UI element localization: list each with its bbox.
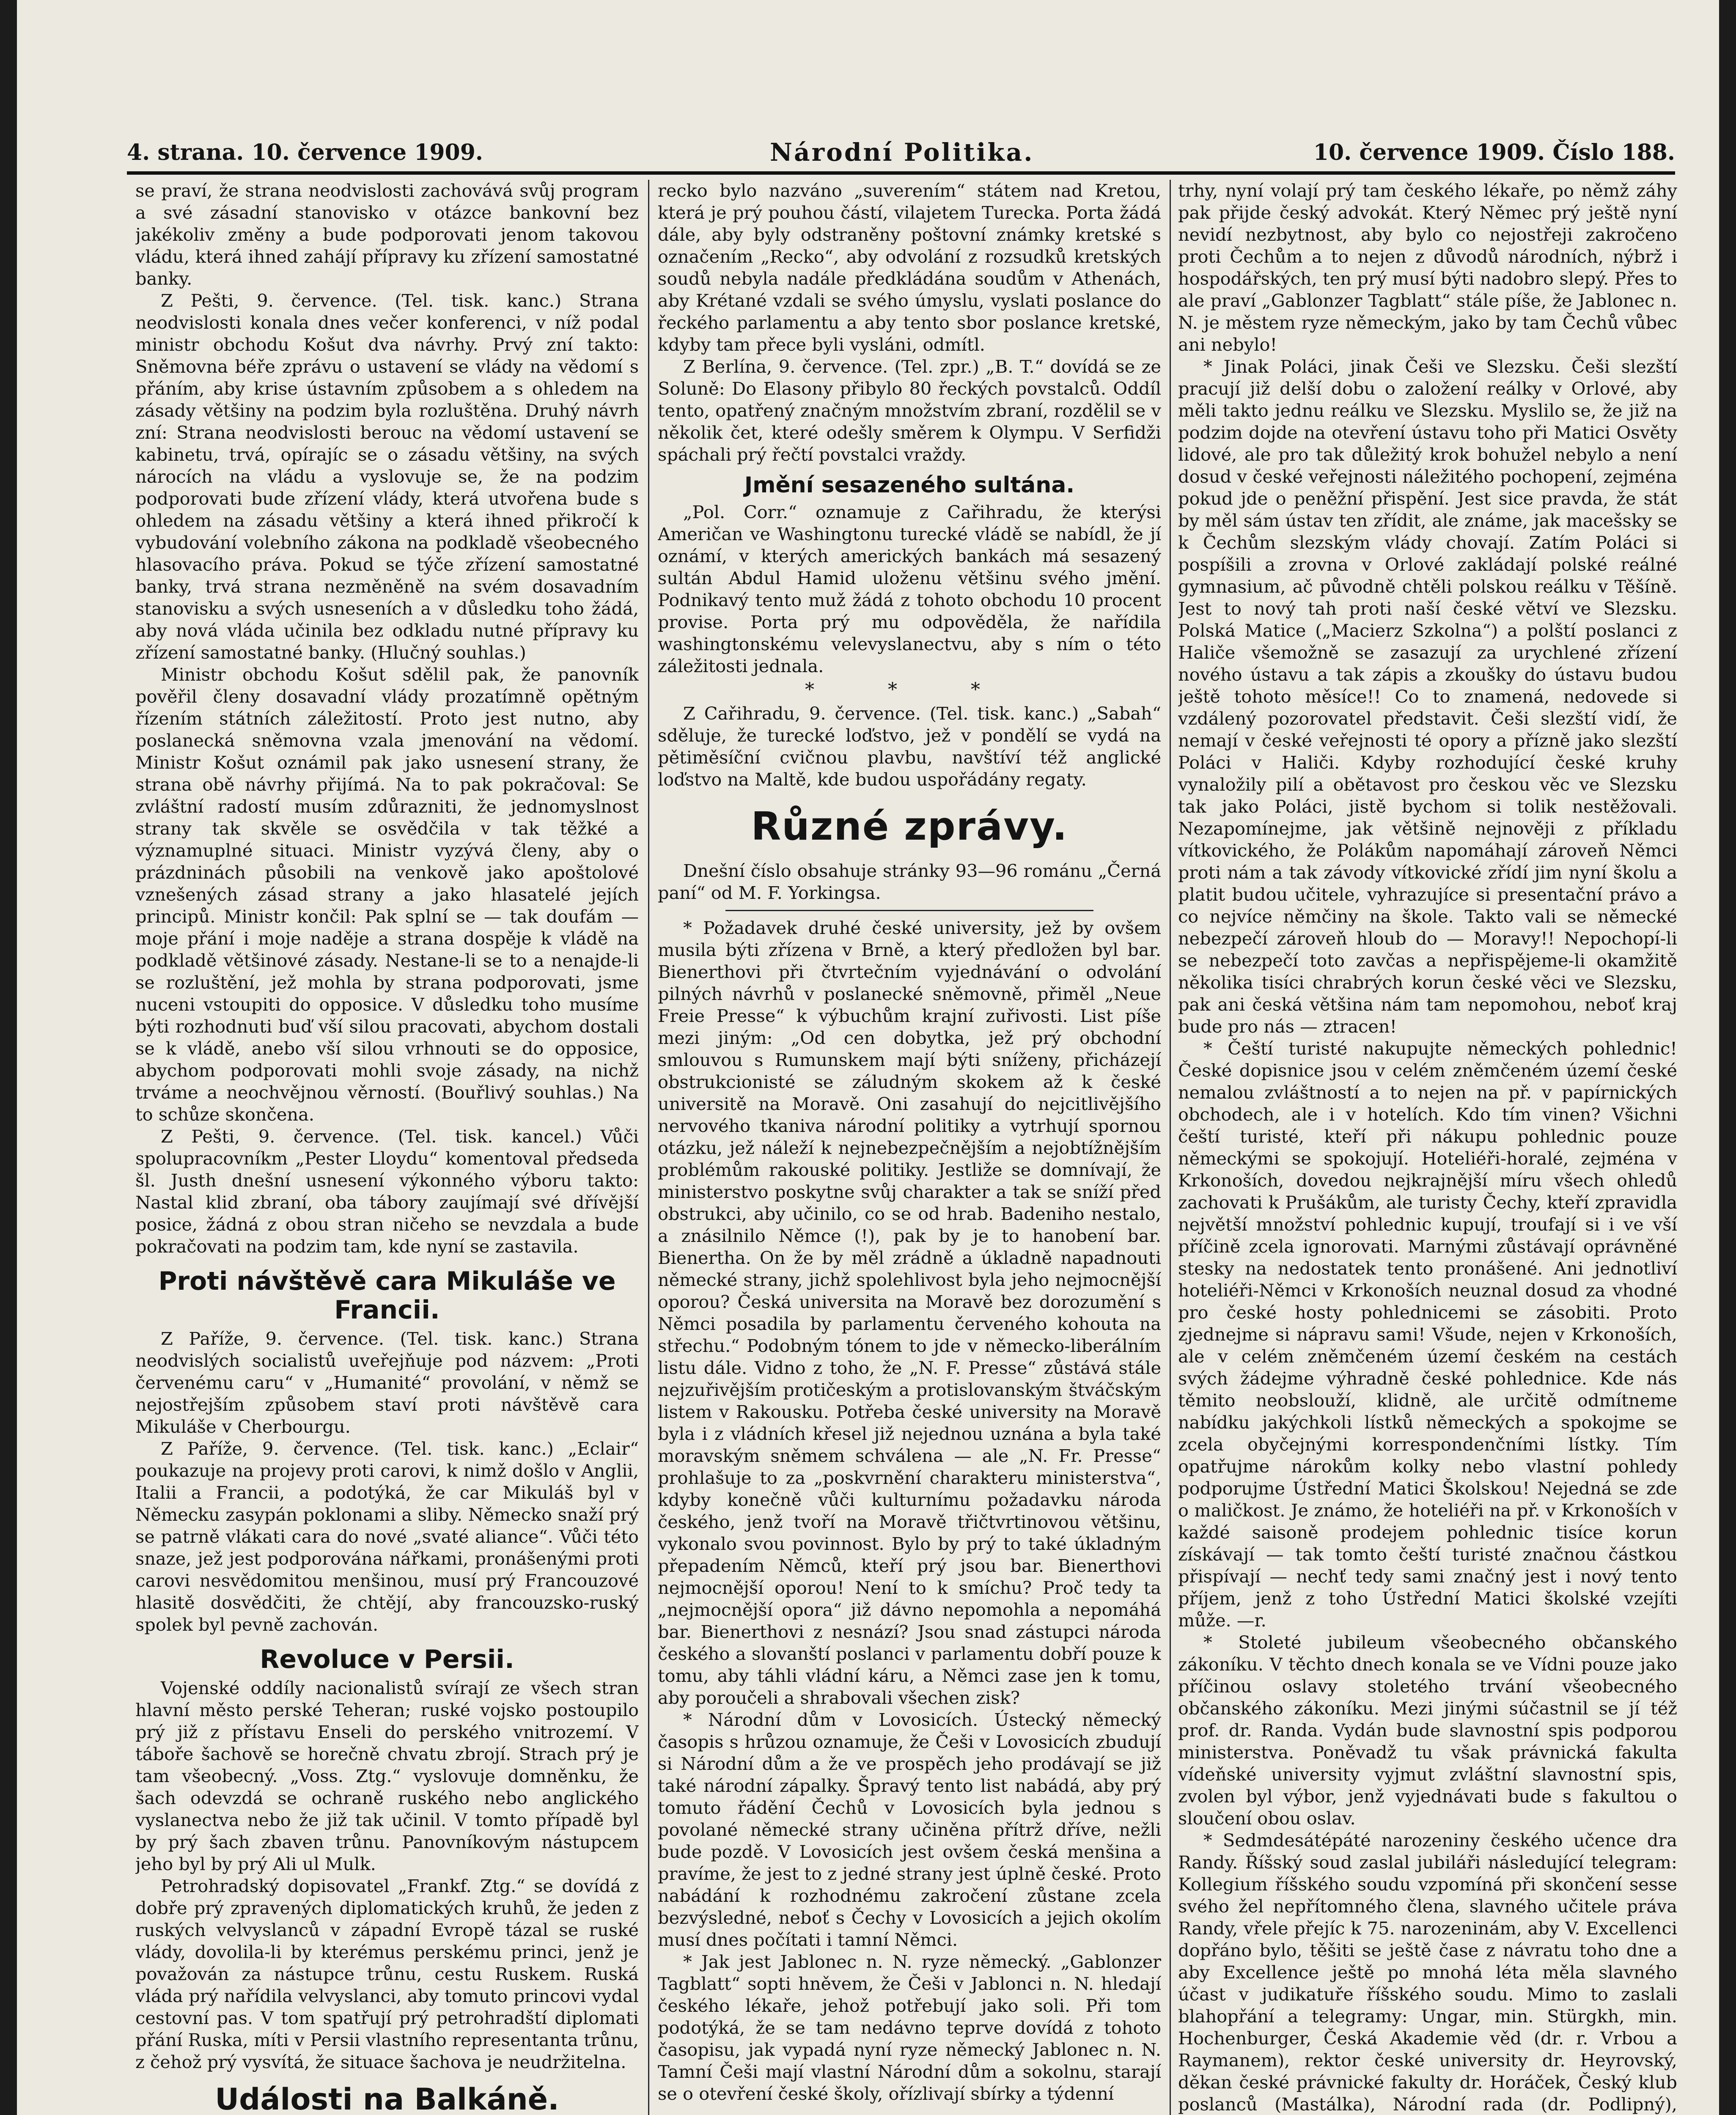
article-paragraph: * Jak jest Jablonec n. N. ryze německý. „Gablonzer Tagblatt“ sopti hněvem, že Češi v Jablonci n. N. hledají českého lékaře, jehož potřebují jako soli. Při tom podotýká, že se tam nedávno teprve dovídá z tohoto časopisu, jak vypadá nyní ryze německý Jablonec n. N. Tamní Češi mají vlastní Národní dům a sokolnu, starají se o otevření české školy, ořízlivají sbírky a týdenní xyxy=(658,1951,1161,2104)
article-paragraph: Z Pešti, 9. července. (Tel. tisk. kancel.) Vůči spolupracovníkm „Pester Lloydu“ komentoval předseda šl. Justh dnešní usnesení výkonného výboru takto: Nastal klid zbraní, oba tábory zaujímají své dřívější posice, žádná z obou stran ničeho se nevzdala a bude pokračovati na podzim tam, kde nyní se zastavila. xyxy=(135,1126,639,1257)
headline-persia: Revoluce v Persii. xyxy=(260,1645,514,1674)
article-paragraph: Petrohradský dopisovatel „Frankf. Ztg.“ se dovídá z dobře prý zpravených diplomatických kruhů, že jeden z ruských velvyslanců v západní Evropě tázal se ruské vlády, dovolila-li by kterémus perskému princi, jenž je považován za nástupce trůnu, cestu Ruskem. Ruská vláda prý nařídila velvyslanci, aby tomuto princovi vydal cestovní pas. V tom spatřují prý petrohradští diplomati přání Ruska, míti v Persii vlastního representanta trůnu, z čehož prý vysvítá, že situace šachova je neudržitelna. xyxy=(135,1876,639,2072)
header-date-issue: 10. července 1909. Číslo 188. xyxy=(1313,140,1675,165)
scan-edge-right xyxy=(1719,0,1736,2115)
column-divider xyxy=(1170,180,1171,2115)
article-paragraph: Vojenské oddíly nacionalistů svírají ze všech stran hlavní město perské Teheran; ruské vojsko postoupilo prý již z přístavu Enseli do perského vnitrozemí. V táboře šachově se horečně chvatu zbrojí. Strach prý je tam všeobecný. „Voss. Ztg.“ vyslovuje domněnku, že šach odevzdá se ochraně ruského nebo anglického vyslanectva nebo že již tak učinil. V tomto případě byl by prý šach zbaven trůnu. Panovníkovým nástupcem jeho byl by prý Ali ul Mulk. xyxy=(135,1678,639,1874)
headline-tsar-visit: Proti návštěvě cara Mikuláše ve Francii. xyxy=(158,1266,616,1325)
article-paragraph: Z Paříže, 9. července. (Tel. tisk. kanc.) „Eclair“ poukazuje na projevy proti carovi, k nimž došlo v Anglii, Italii a Francii, a podotýká, že car Mikuláš byl v Německu zasypán poklonami a sliby. Německo snaží prý se patrně vlákati cara do nové „svaté aliance“. Vůči této snaze, jež jest podporována nářkami, pronášenými proti carovi nesvědomitou menšinou, musí prý Francouzové hlasitě dosvědčiti, že chtějí, aby francouzsko-ruský spolek byl pevně zachován. xyxy=(135,1438,639,1635)
article-paragraph: se praví, že strana neodvislosti zachovává svůj program a své zásadní stanovisko v otázce bankovní bez jakékoliv změny a bude podporovati jenom takovou vládu, která ihned zahájí přípravy ku zřízení samostatné banky. xyxy=(135,180,639,289)
article-paragraph: * Jinak Poláci, jinak Češi ve Slezsku. Češi slezští pracují již delší dobu o založení reálky v Orlové, aby měli takto jednu reálku ve Slezsku. Myslilo se, že již na podzim dojde na otevření ústavu toho při Matici Osvěty lidové, ale pro tak důležitý krok bohužel nebylo a není dosud v české veřejnosti náležitého pochopení, zejména pokud jde o peněžní přispění. Jest sice pravda, že stát by měl sám ústav ten zřídit, ale známe, jak macešsky se k Čechům slezským vlády chovají. Zatím Poláci si pospíšili a zrovna v Orlové zakládají polské reálné gymnasium, ač původně chtěli polskou reálku v Těšíně. Jest to nový tah proti naší české větví ve Slezsku. Polská Matice („Macierz Szkolna“) a polští poslanci z Haliče všemožně se zasazují za urychlené zřízení nového ústavu a tak zápis a zkoušky do ústavu budou ještě tohoto měsíce!! Co to znamená, nedovede si vzdálený pozorovatel představit. Češi slezští vidí, že nemají v české veřejnosti té opory a přízně jako slezští Poláci v Haliči. Kdyby rozhodující české kruhy vynaložily pilí a obětavost pro českou věc ve Slezsku tak jako Poláci, jistě bychom si tolik nestěžovali. Nezapomínejme, jak většině nejnověji z příkladu vítkovického, že Polákům napomáhají zároveň Němci proti nám a tak závody vítkovické zřídí jim nyní školu a platit budou učitele, vyhrazujíce si presentační právo a co nejvíce němčiny na škole. Takto vali se německé nebezpečí zároveň hloub do — Moravy!! Nepochopí-li se nebezpečí toto zavčas a nepřispějeme-li okamžitě několika tisíci chrabrých korun české věci ve Slezsku, pak ani česká většina nám tam nepomohou, neboť kraj bude pro nás — ztracen! xyxy=(1178,356,1677,1037)
article-paragraph: trhy, nyní volají prý tam českého lékaře, po němž záhy pak přijde český advokát. Který Němec prý ještě nyní nevidí nezbytnost, aby bylo co nejostřeji zakročeno proti Čechům a to nejen z důvodů národních, nýbrž i hospodářských, ten prý musí býti nadobro slepý. Přes to ale praví „Gablonzer Tagblatt“ stále píše, že Jablonec n. N. je městem ryze německým, jako by tam Čechů vůbec ani nebylo! xyxy=(1178,180,1677,355)
article-paragraph: Dnešní číslo obsahuje stránky 93—96 románu „Černá paní“ od M. F. Yorkingsa. xyxy=(658,860,1161,903)
headline-sultan-wealth: Jmění sesazeného sultána. xyxy=(744,472,1075,498)
column-2 xyxy=(658,180,1161,2115)
article-paragraph: * Sedmdesátépáté narozeniny českého učence dra Randy. Říšský soud zaslal jubiláři následující telegram: Kollegium říšského soudu vzpomíná při skončení sesse svého žel nepřítomného člena, slavného učitele práva Randy, vřele přejíc k 75. narozeninám, aby V. Excellenci dopřáno bylo, těšiti se ještě čase z návratu toho dne a aby Excellence ještě po mnohá léta měla slavného účast v judikatuře říšského soudu. Mimo to zaslali blahopřání a telegramy: Ungar, min. Stürgkh, min. Hochenburger, Česká Akademie věd (dr. r. Vrbou a Raymanem), rektor české university dr. Heyrovský, děkan české právnické fakulty dr. Horáček, Český klub poslanců (Mastálka), Národní rada (dr. Podlipný), xyxy=(1178,1830,1677,2115)
article-paragraph: * Stoleté jubileum všeobecného občanského zákoníku. V těchto dnech konala se ve Vídni pouze jako příčinou oslavy stoletého trvání všeobecného občanského zákoníku. Mezi jinými súčastnil se jí též prof. dr. Randa. Vydán bude slavnostní spis podporou ministerstva. Poněvadž tu však právnická fakulta vídeňské university vyjmut zvláštní slavnostní spis, zvolen byl výbor, jenž vyjednávati bude s fakultou o sloučení obou oslav. xyxy=(1178,1632,1677,1829)
article-paragraph: Z Berlína, 9. července. (Tel. zpr.) „B. T.“ dovídá se ze Soluně: Do Elasony přibylo 80 řeckých povstalců. Oddíl tento, opatřený značným množstvím zbraní, rozdělil se v několik čet, které odešly směrem k Olympu. V Serfidži spáchali prý řečtí povstalci vraždy. xyxy=(658,356,1161,465)
article-paragraph: Ministr obchodu Košut sdělil pak, že panovník pověřil členy dosavadní vlády prozatímně opětným řízením státních záležitostí. Proto jest nutno, aby poslanecká sněmovna vzala jmenování na vědomí. Ministr Košut oznámil pak jako usnesení strany, že strana obě návrhy přijímá. Na to pak pokračoval: Se zvláštní radostí musím zdůrazniti, že jednomyslnost strany tak skvěle se osvědčila v tak těžké a významuplné situaci. Ministr vyzývá členy, aby o prázdninách působili na venkově jako apoštolové vznešených zásad strany a jako hlasatelé jejích principů. Ministr končil: Pak splní se — tak doufám — moje přání i moje naděje a strana dospěje k vládě na podkladě většinové zásady. Nestane-li se to a nenajde-li se rozluštění, jež mohla by strana podporovati, jsme nuceni vstoupiti do opposice. V důsledku toho musíme býti rozhodnuti buď vší silou pracovati, abychom dostali se k vládě, anebo vší silou vrhnouti se do opposice, abychom podporovati mohli svoje zásady, na nichž trváme a neochvějnou věrností. (Bouřlivý souhlas.) Na to schůze skončena. xyxy=(135,664,639,1125)
headline-various-news: Různé zprávy. xyxy=(751,804,1068,849)
column-divider xyxy=(648,180,649,2115)
section-separator-stars: * * * xyxy=(805,679,1014,700)
headline-balkans: Události na Balkáně. xyxy=(215,2082,559,2115)
article-paragraph: recko bylo nazváno „suverením“ státem nad Kretou, která je prý pouhou částí, vilajetem Turecka. Porta žádá dále, aby byly odstraněny poštovní známky kretské s označením „Recko“, aby odvolání z rozsudků kretských soudů nebyla nadále předkládána soudům v Athenách, aby Krétané vzdali se svého úmyslu, vyslati poslance do řeckého parlamentu a aby tento sbor poslance kretské, kdyby tam přece byli vysláni, odmítl. xyxy=(658,180,1161,355)
article-paragraph: * Čeští turisté nakupujte německých pohlednic! České dopisnice jsou v celém zněmčeném území české nemalou zvláštností a to nejen na př. v papírnických obchodech, ale i v hotelích. Kdo tím vinen? Všichni čeští turisté, kteří při nákupu pohlednic pouze německými se spokojují. Hoteliéři-horalé, zejména v Krkonoších, dovedou nejkrajnější míru všech ohledů zachovati k Prušákům, ale turisty Čechy, kteří zpravidla největší množství pohlednic kupují, troufají si i ve vší příčině zcela ignorovati. Marnými zůstávají oprávněné stesky na nedostatek tento pronášené. Ani jednotliví hoteliéři-Němci v Krkonoších neuznal dosud za vhodné pro české hosty pohlednicemi se zásobiti. Proto zjednejme si nápravu sami! Všude, nejen v Krkonoších, ale v celém zněmčeném území českém na cestách svých žádejme výhradně české pohlednice. Kde nás těmito neobslouží, klidně, ale určitě odmítneme nabídku jakýchkoli lístků německých a spokojme se zcela obyčejnými korrespondenčními lístky. Tím opatřujme nárokům kolky nebo vlastní pohledy podporujme Ústřední Matici Školskou! Nejedná se zde o maličkost. Je známo, že hoteliéři na př. v Krkonoších v každé saisoně prodejem pohlednic tisíce korun získávají — tak tomto čeští turisté značnou částkou přispívají — nechť tedy sami značný jest i nový tento příjem, jenž z toho Ústřední Matici školské vzejíti může. —r. xyxy=(1178,1038,1677,1631)
divider xyxy=(725,910,1093,911)
header-page-date: 4. strana. 10. července 1909. xyxy=(127,140,483,165)
newspaper-title: Národní Politika. xyxy=(770,138,1034,167)
header-rule xyxy=(127,171,1675,175)
article-paragraph: * Národní dům v Lovosicích. Ústecký německý časopis s hrůzou oznamuje, že Češi v Lovosicích zbudují si Národní dům a že ve prospěch jeho prodávají se již také národní zápalky. Špravý tento list nabádá, aby prý tomuto řádění Čechů v Lovosicích byla jednou s povolané německé strany učiněna přítrž dříve, nežli bude pozdě. V Lovosicích jest ovšem česká menšina a pravíme, že jest to z jedné strany jest úplně české. Proto nabádání k rozhodnému zakročení zůstane zcela bezvýsledné, neboť s Čechy v Lovosicích a jejich okolím musí dnes počítati i tamní Němci. xyxy=(658,1709,1161,1950)
article-paragraph: Z Paříže, 9. července. (Tel. tisk. kanc.) Strana neodvislých socialistů uveřejňuje pod názvem: „Proti červenému caru“ v „Humanité“ provolání, v němž se nejostřejším způsobem staví proti návštěvě cara Mikuláše v Cherbourgu. xyxy=(135,1328,639,1437)
article-paragraph: * Požadavek druhé české university, jež by ovšem musila býti zřízena v Brně, a který předložen byl bar. Bienerthovi při čtvrtečním vyjednávání o odvolání pilných návrhů v poslanecké sněmovně, přiměl „Neue Freie Presse“ k výbuchům krajní zuřivosti. List píše mezi jiným: „Od cen dobytka, jež prý obchodní smlouvou s Rumunskem mají býti sníženy, přicházejí obstrukcionisté se záludným skokem až k české universitě na Moravě. Oni zasahují do nejcitlivějšího nervového tkaniva národní politiky a vytrhují spornou otázku, jež náleží k nejnebezpečnějším a nejobtížnějším problémům rakouské politiky. Jestliže se domnívají, že ministerstvo poskytne svůj charakter a tak se sníží před obstrukci, aby učinilo, co se od hrab. Badeniho nestalo, a znásilnilo Němce (!), pak by je to hanobení bar. Bienertha. On že by měl zrádně a úkladně napadnouti německé strany, jichž spolehlivost byla jeho nejmocnější oporou? Česká universita na Moravě bez dorozumění s Němci posadila by parlamentu červeného kohouta na střechu.“ Podobným tónem to jde v německo-liberálním listu dále. Vidno z toho, že „N. F. Presse“ zůstává stále nejzuřivějším protičeským a protislovanským štváčským listem v Rakousku. Potřeba české university na Moravě byla i z vládních křesel již nejednou uznána a byla také moravským sněmem schválena — ale „N. Fr. Presse“ prohlašuje to za „poskvrnění charakteru ministerstva“, kdyby konečně vůči kulturnímu požadavku národa českého, jenž tvoří na Moravě třičtvrtinovou většinu, vykonalo svou povinnost. Bylo by prý to také úkladným přepadením Němců, kteří prý jsou bar. Bienerthovi nejmocnější oporou! Není to k smíchu? Proč tedy ta „nejmocnější opora“ již dávno nepomohla a nepomáhá bar. Bienerthovi z nesnází? Jsou snad zástupci národa českého a slovanští poslanci v parlamentu dobří pouze k tomu, aby táhli vládní káru, a Němci zase jen k tomu, aby poroučeli a shrabovali všechen zisk? xyxy=(658,917,1161,1708)
article-paragraph: „Pol. Corr.“ oznamuje z Cařihradu, že kterýsi Američan ve Washingtonu turecké vládě se nabídl, že jí oznámí, v kterých amerických bankách má sesazený sultán Abdul Hamid uloženu většinu svého jmění. Podnikavý tento muž žádá z tohoto obchodu 10 procent provise. Porta prý mu odpověděla, že nařídila washingtonskému velevyslanectvu, aby s ním o této záležitosti jednala. xyxy=(658,502,1161,676)
page-header xyxy=(127,123,1675,173)
column-1 xyxy=(135,180,639,2115)
article-paragraph: Z Pešti, 9. července. (Tel. tisk. kanc.) Strana neodvislosti konala dnes večer konferenci, v níž podal ministr obchodu Košut dva návrhy. Prvý zní takto: Sněmovna béře zprávu o ustavení se vlády na vědomí s přáním, aby krise ústavním způsobem a s ohledem na zásady většiny na podzim byla rozluštěna. Druhý návrh zní: Strana neodvislosti berouc na vědomí ustavení se kabinetu, trvá, opírajíc se o zásadu většiny, na svých nárocích na vládu a vyslovuje se, že na podzim podporovati bude zřízení vlády, která utvořena bude s ohledem na zásadu většiny a která ihned přikročí k vybudování volebního zákona na podkladě všeobecného hlasovacího práva. Pokud se týče zřízení samostatné banky, trvá strana nezměněně na svém dosavadním stanovisku a svých usneseních a v důsledku toho žádá, aby nová vláda učinila bez odkladu nutné přípravy ku zřízení samostatné banky. (Hlučný souhlas.) xyxy=(135,290,639,663)
column-3 xyxy=(1178,180,1677,2115)
article-paragraph: Z Cařihradu, 9. července. (Tel. tisk. kanc.) „Sabah“ sděluje, že turecké loďstvo, jež v pondělí se vydá na pětiměsíční cvičnou plavbu, navštíví též anglické loďstvo na Maltě, kde budou uspořádány regaty. xyxy=(658,703,1161,790)
scan-edge-left xyxy=(0,0,17,2115)
